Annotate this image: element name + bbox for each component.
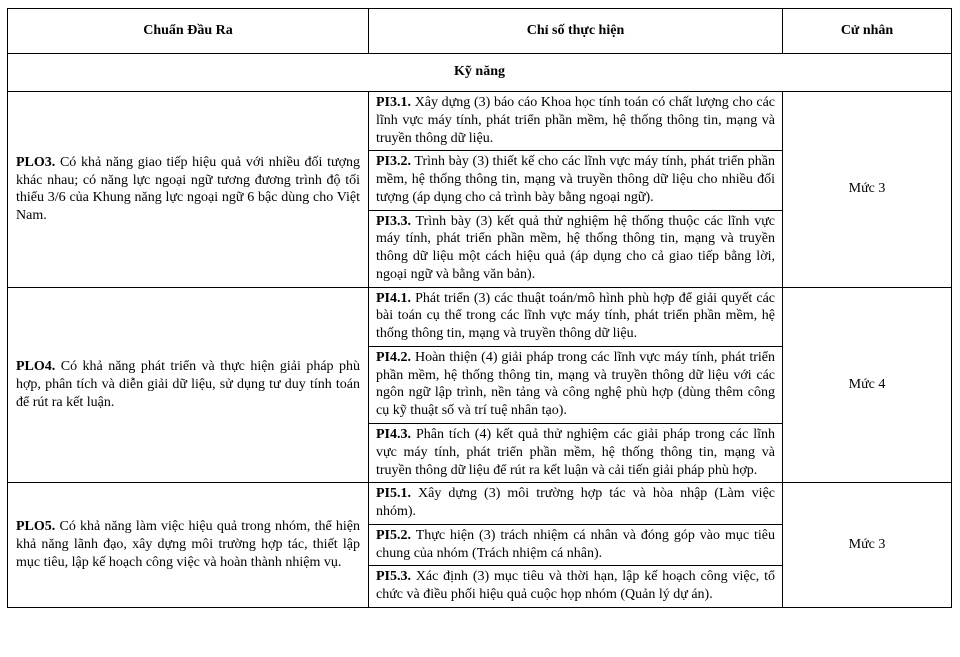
pi5-2-cell [369,524,783,566]
pi4-2-cell [369,346,783,423]
plo3-id: PLO3. [16,154,56,170]
pi4-3-cell [369,424,783,483]
pi5-3-text: Xác định (3) mục tiêu và thời hạn, lập kế hoạch công việc, tổ chức và điều phối hiệu quả cuộc họp nhóm (Quản lý dự án). [376,569,775,603]
pi5-2-text: Thực hiện (3) trách nhiệm cá nhân và đóng góp vào mục tiêu chung của nhóm (Trách nhiệm cá nhân). [376,527,776,561]
pi4-1-cell [369,287,783,346]
plo4-text: Có khả năng phát triển và thực hiện giải pháp phù hợp, phân tích và diễn giải dữ liệu, sử dụng tư duy tính toán để rút ra kết luận. [16,359,360,410]
header-chuan-dau-ra: Chuẩn Đầu Ra [8,9,369,54]
pi5-1-cell [369,483,783,525]
plo5-cell [8,483,369,608]
table-row-plo4 [8,287,952,346]
pi3-1-id: PI3.1. [376,95,411,110]
pi5-1-id: PI5.1. [376,486,411,502]
pi3-2-id: PI3.2. [376,154,411,170]
table-row-plo5 [8,483,952,525]
plo4-id: PLO4. [16,359,56,375]
pi4-2-id: PI4.2. [376,349,411,365]
learning-outcomes-table [7,8,952,608]
header-chi-so-thuc-hien: Chỉ số thực hiện [369,9,783,54]
pi3-2-text: Trình bày (3) thiết kế cho các lĩnh vực máy tính, phát triển phần mềm, hệ thống thông tin, mạng và truyền thông dữ liệu cho nhiều đối tượng (áp dụng cho cả trình bày bằng ngoại ngữ). [376,154,775,205]
pi3-1-cell [369,92,783,151]
plo3-text: Có khả năng giao tiếp hiệu quả với nhiều đối tượng khác nhau; có năng lực ngoại ngữ tương đương trình độ tối thiểu 3/6 của Khung năng lực ngoại ngữ 6 bậc dùng cho Việt Nam. [16,154,360,224]
plo3-cell [8,92,369,288]
pi4-2-text: Hoàn thiện (4) giải pháp trong các lĩnh vực máy tính, phát triển phần mềm, hệ thống thông tin, mạng và truyền thông dữ liệu với các ngôn ngữ lập trình, nền tảng và công nghệ phù hợp (dùng thêm công cụ kỹ thuật số và trí tuệ nhân tạo). [376,349,776,419]
pi3-3-cell [369,210,783,287]
section-title-ky-nang: Kỹ năng [8,54,952,92]
pi3-1-text: Xây dựng (3) báo cáo Khoa học tính toán có chất lượng cho các lĩnh vực máy tính, phát triển phần mềm, hệ thống thông tin, mạng và truyền thông dữ liệu. [376,95,776,146]
plo4-level-cell: Mức 4 [783,287,952,483]
pi5-3-cell [369,566,783,608]
pi3-2-cell [369,151,783,210]
plo3-level-cell: Mức 3 [783,92,952,288]
plo5-id: PLO5. [16,519,56,535]
pi4-3-id: PI4.3. [376,427,411,443]
plo5-level-cell: Mức 3 [783,483,952,608]
plo4-cell [8,287,369,483]
section-row [8,54,952,92]
pi3-3-text: Trình bày (3) kết quả thử nghiệm hệ thống thuộc các lĩnh vực máy tính, phát triển phần mềm, hệ thống thông tin, mạng và truyền thông dữ liệu một cách hiệu quả (áp dụng cho cả giao tiếp bằng lời, ngoại ngữ và bằng văn bản). [376,213,775,282]
pi4-3-text: Phân tích (4) kết quả thử nghiệm các giải pháp trong các lĩnh vực máy tính, phát triển phần mềm, hệ thống thông tin, mạng và truyền thông dữ liệu để rút ra kết luận và cải tiến giải pháp phù hợp. [376,427,775,478]
plo5-text: Có khả năng làm việc hiệu quả trong nhóm, thể hiện khả năng lãnh đạo, xây dựng môi trường hợp tác, thiết lập mục tiêu, lập kế hoạch công việc và hoàn thành nhiệm vụ. [16,519,361,570]
pi4-1-text: Phát triển (3) các thuật toán/mô hình phù hợp để giải quyết các bài toán cụ thể trong các lĩnh vực máy tính, phát triển phần mềm, hệ thống thông tin, mạng và truyền thông dữ liệu. [376,290,775,342]
pi4-1-id: PI4.1. [376,290,411,306]
pi3-3-id: PI3.3. [376,213,411,229]
header-cu-nhan: Cử nhân [783,9,952,54]
pi5-2-id: PI5.2. [376,527,411,543]
pi5-1-text: Xây dựng (3) môi trường hợp tác và hòa nhập (Làm việc nhóm). [376,486,776,520]
table-row-plo3 [8,92,952,151]
header-row [8,9,952,54]
pi5-3-id: PI5.3. [376,569,411,585]
